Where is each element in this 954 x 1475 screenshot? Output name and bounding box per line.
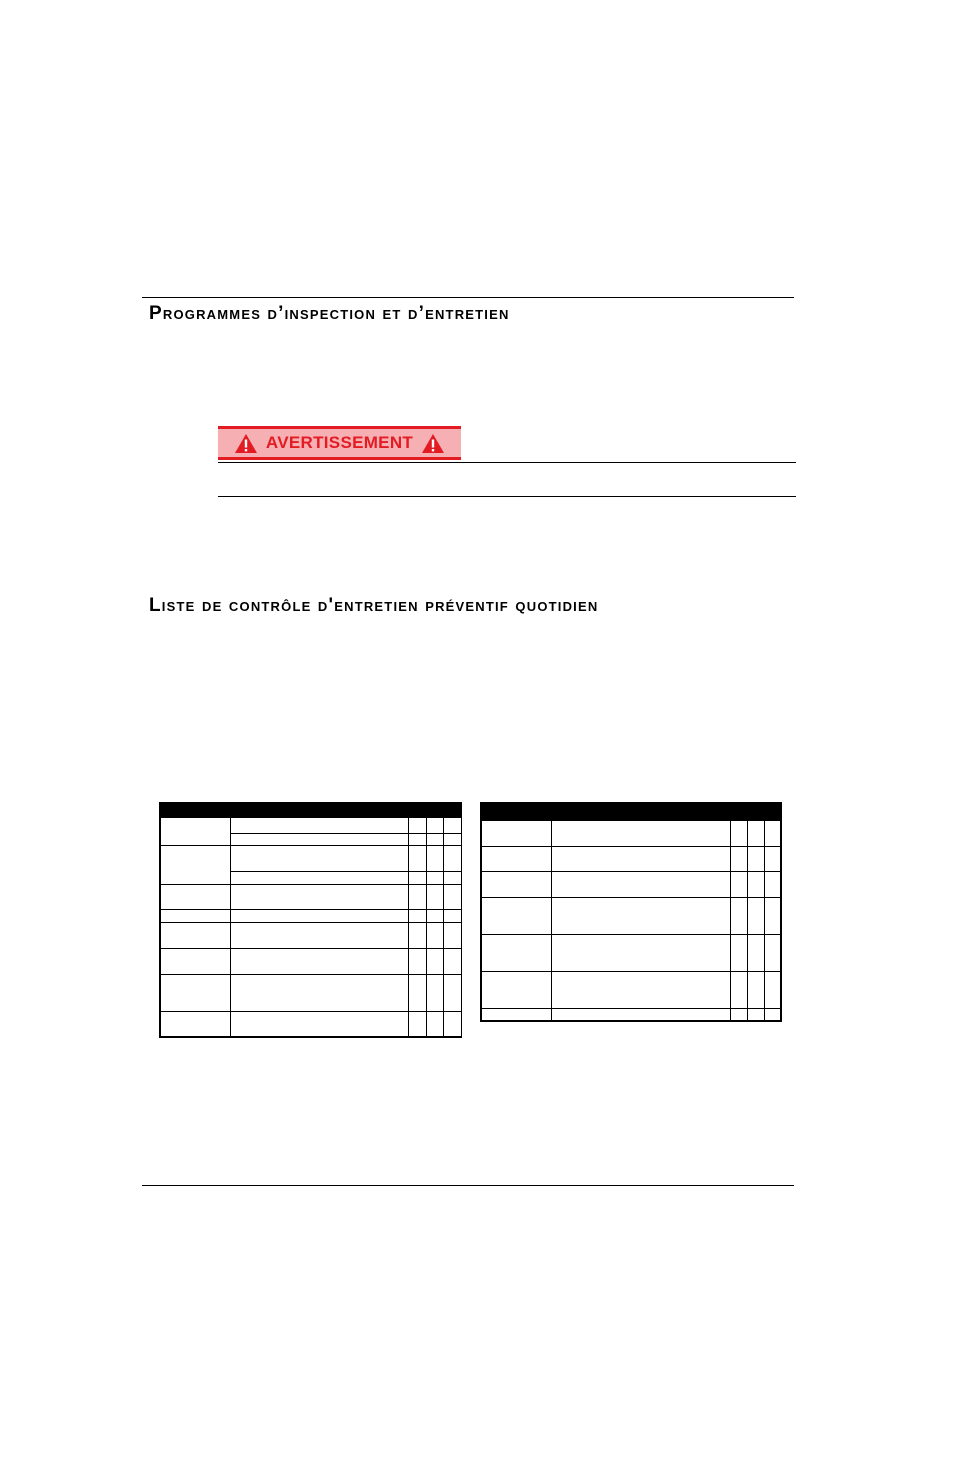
description-cell (551, 872, 730, 898)
description-cell (551, 1009, 730, 1021)
check-box[interactable] (731, 872, 748, 898)
table-row (481, 872, 781, 898)
daily-checklist-table-right (480, 802, 782, 1022)
description-cell (230, 846, 408, 872)
description-cell (230, 885, 408, 910)
description-cell (230, 834, 408, 846)
section-title-checklist: Liste de contrôle d'entretien préventif quotidien (149, 595, 599, 616)
check-box[interactable] (443, 975, 461, 1012)
table-header-row (160, 802, 462, 818)
check-box[interactable] (731, 935, 748, 972)
check-box[interactable] (426, 846, 443, 872)
top-rule (142, 297, 794, 298)
check-box[interactable] (748, 847, 765, 872)
check-box[interactable] (408, 1012, 426, 1037)
check-box[interactable] (443, 910, 461, 923)
section-title-inspection: Programmes d’inspection et d’entretien (149, 303, 510, 324)
description-cell (230, 923, 408, 949)
table-row (160, 949, 462, 975)
item-cell (481, 935, 551, 972)
check-box[interactable] (748, 972, 765, 1009)
description-cell (230, 818, 408, 834)
header-cell (765, 803, 781, 821)
item-cell (160, 923, 230, 949)
description-cell (551, 898, 730, 935)
header-cell (408, 802, 426, 818)
check-box[interactable] (748, 898, 765, 935)
warning-block (218, 426, 796, 498)
table-row (481, 898, 781, 935)
table-row (481, 972, 781, 1009)
item-cell (481, 872, 551, 898)
header-cell (443, 802, 461, 818)
header-cell (160, 802, 230, 818)
check-box[interactable] (443, 1012, 461, 1037)
check-box[interactable] (408, 949, 426, 975)
warning-rule-bottom (218, 496, 796, 497)
item-cell (481, 1009, 551, 1021)
check-box[interactable] (765, 935, 781, 972)
description-cell (551, 972, 730, 1009)
item-cell (160, 949, 230, 975)
check-box[interactable] (426, 949, 443, 975)
check-box[interactable] (731, 821, 748, 847)
check-box[interactable] (748, 1009, 765, 1021)
check-box[interactable] (765, 821, 781, 847)
check-box[interactable] (408, 923, 426, 949)
table-row (160, 1012, 462, 1037)
check-box[interactable] (765, 847, 781, 872)
description-cell (230, 975, 408, 1012)
check-box[interactable] (443, 923, 461, 949)
check-box[interactable] (408, 872, 426, 885)
item-cell (160, 846, 230, 885)
table-row (160, 975, 462, 1012)
check-box[interactable] (748, 821, 765, 847)
check-box[interactable] (765, 972, 781, 1009)
check-box[interactable] (408, 846, 426, 872)
description-cell (230, 949, 408, 975)
bottom-rule (142, 1185, 794, 1186)
warning-rule-top (218, 462, 796, 463)
table-row (160, 885, 462, 910)
description-cell (230, 910, 408, 923)
item-cell (481, 898, 551, 935)
check-box[interactable] (426, 975, 443, 1012)
check-box[interactable] (731, 1009, 748, 1021)
check-box[interactable] (408, 818, 426, 834)
check-box[interactable] (731, 898, 748, 935)
check-box[interactable] (443, 834, 461, 846)
header-cell (551, 803, 730, 821)
item-cell (160, 818, 230, 846)
description-cell (230, 872, 408, 885)
table-row (481, 847, 781, 872)
check-box[interactable] (426, 923, 443, 949)
item-cell (481, 821, 551, 847)
check-box[interactable] (765, 898, 781, 935)
header-cell (230, 802, 408, 818)
check-box[interactable] (426, 818, 443, 834)
check-box[interactable] (426, 834, 443, 846)
description-cell (551, 935, 730, 972)
check-box[interactable] (426, 910, 443, 923)
header-cell (481, 803, 551, 821)
check-box[interactable] (765, 1009, 781, 1021)
check-box[interactable] (426, 885, 443, 910)
check-box[interactable] (731, 847, 748, 872)
table-row (481, 935, 781, 972)
check-box[interactable] (443, 818, 461, 834)
check-box[interactable] (731, 972, 748, 1009)
check-box[interactable] (408, 885, 426, 910)
warning-triangle-icon (421, 433, 445, 454)
check-box[interactable] (765, 872, 781, 898)
warning-label: AVERTISSEMENT (265, 433, 414, 452)
description-cell (551, 847, 730, 872)
item-cell (160, 1012, 230, 1037)
item-cell (160, 885, 230, 910)
check-box[interactable] (408, 910, 426, 923)
item-cell (160, 975, 230, 1012)
check-box[interactable] (748, 872, 765, 898)
table-row (481, 1009, 781, 1021)
description-cell (230, 1012, 408, 1037)
table-row (481, 821, 781, 847)
check-box[interactable] (443, 846, 461, 872)
table-row (160, 818, 462, 834)
table-row (160, 923, 462, 949)
item-cell (481, 847, 551, 872)
header-cell (426, 802, 443, 818)
check-box[interactable] (748, 935, 765, 972)
check-box[interactable] (426, 1012, 443, 1037)
table-header-row (481, 803, 781, 821)
table-row (160, 910, 462, 923)
table-row (160, 846, 462, 872)
warning-label-box (218, 426, 461, 460)
check-box[interactable] (408, 834, 426, 846)
warning-body (218, 466, 796, 492)
item-cell (481, 972, 551, 1009)
check-box[interactable] (443, 872, 461, 885)
header-cell (748, 803, 765, 821)
check-box[interactable] (408, 975, 426, 1012)
warning-triangle-icon (234, 433, 258, 454)
check-box[interactable] (443, 949, 461, 975)
description-cell (551, 821, 730, 847)
item-cell (160, 910, 230, 923)
check-box[interactable] (443, 885, 461, 910)
header-cell (731, 803, 748, 821)
check-box[interactable] (426, 872, 443, 885)
daily-checklist-table-left (159, 802, 462, 1038)
